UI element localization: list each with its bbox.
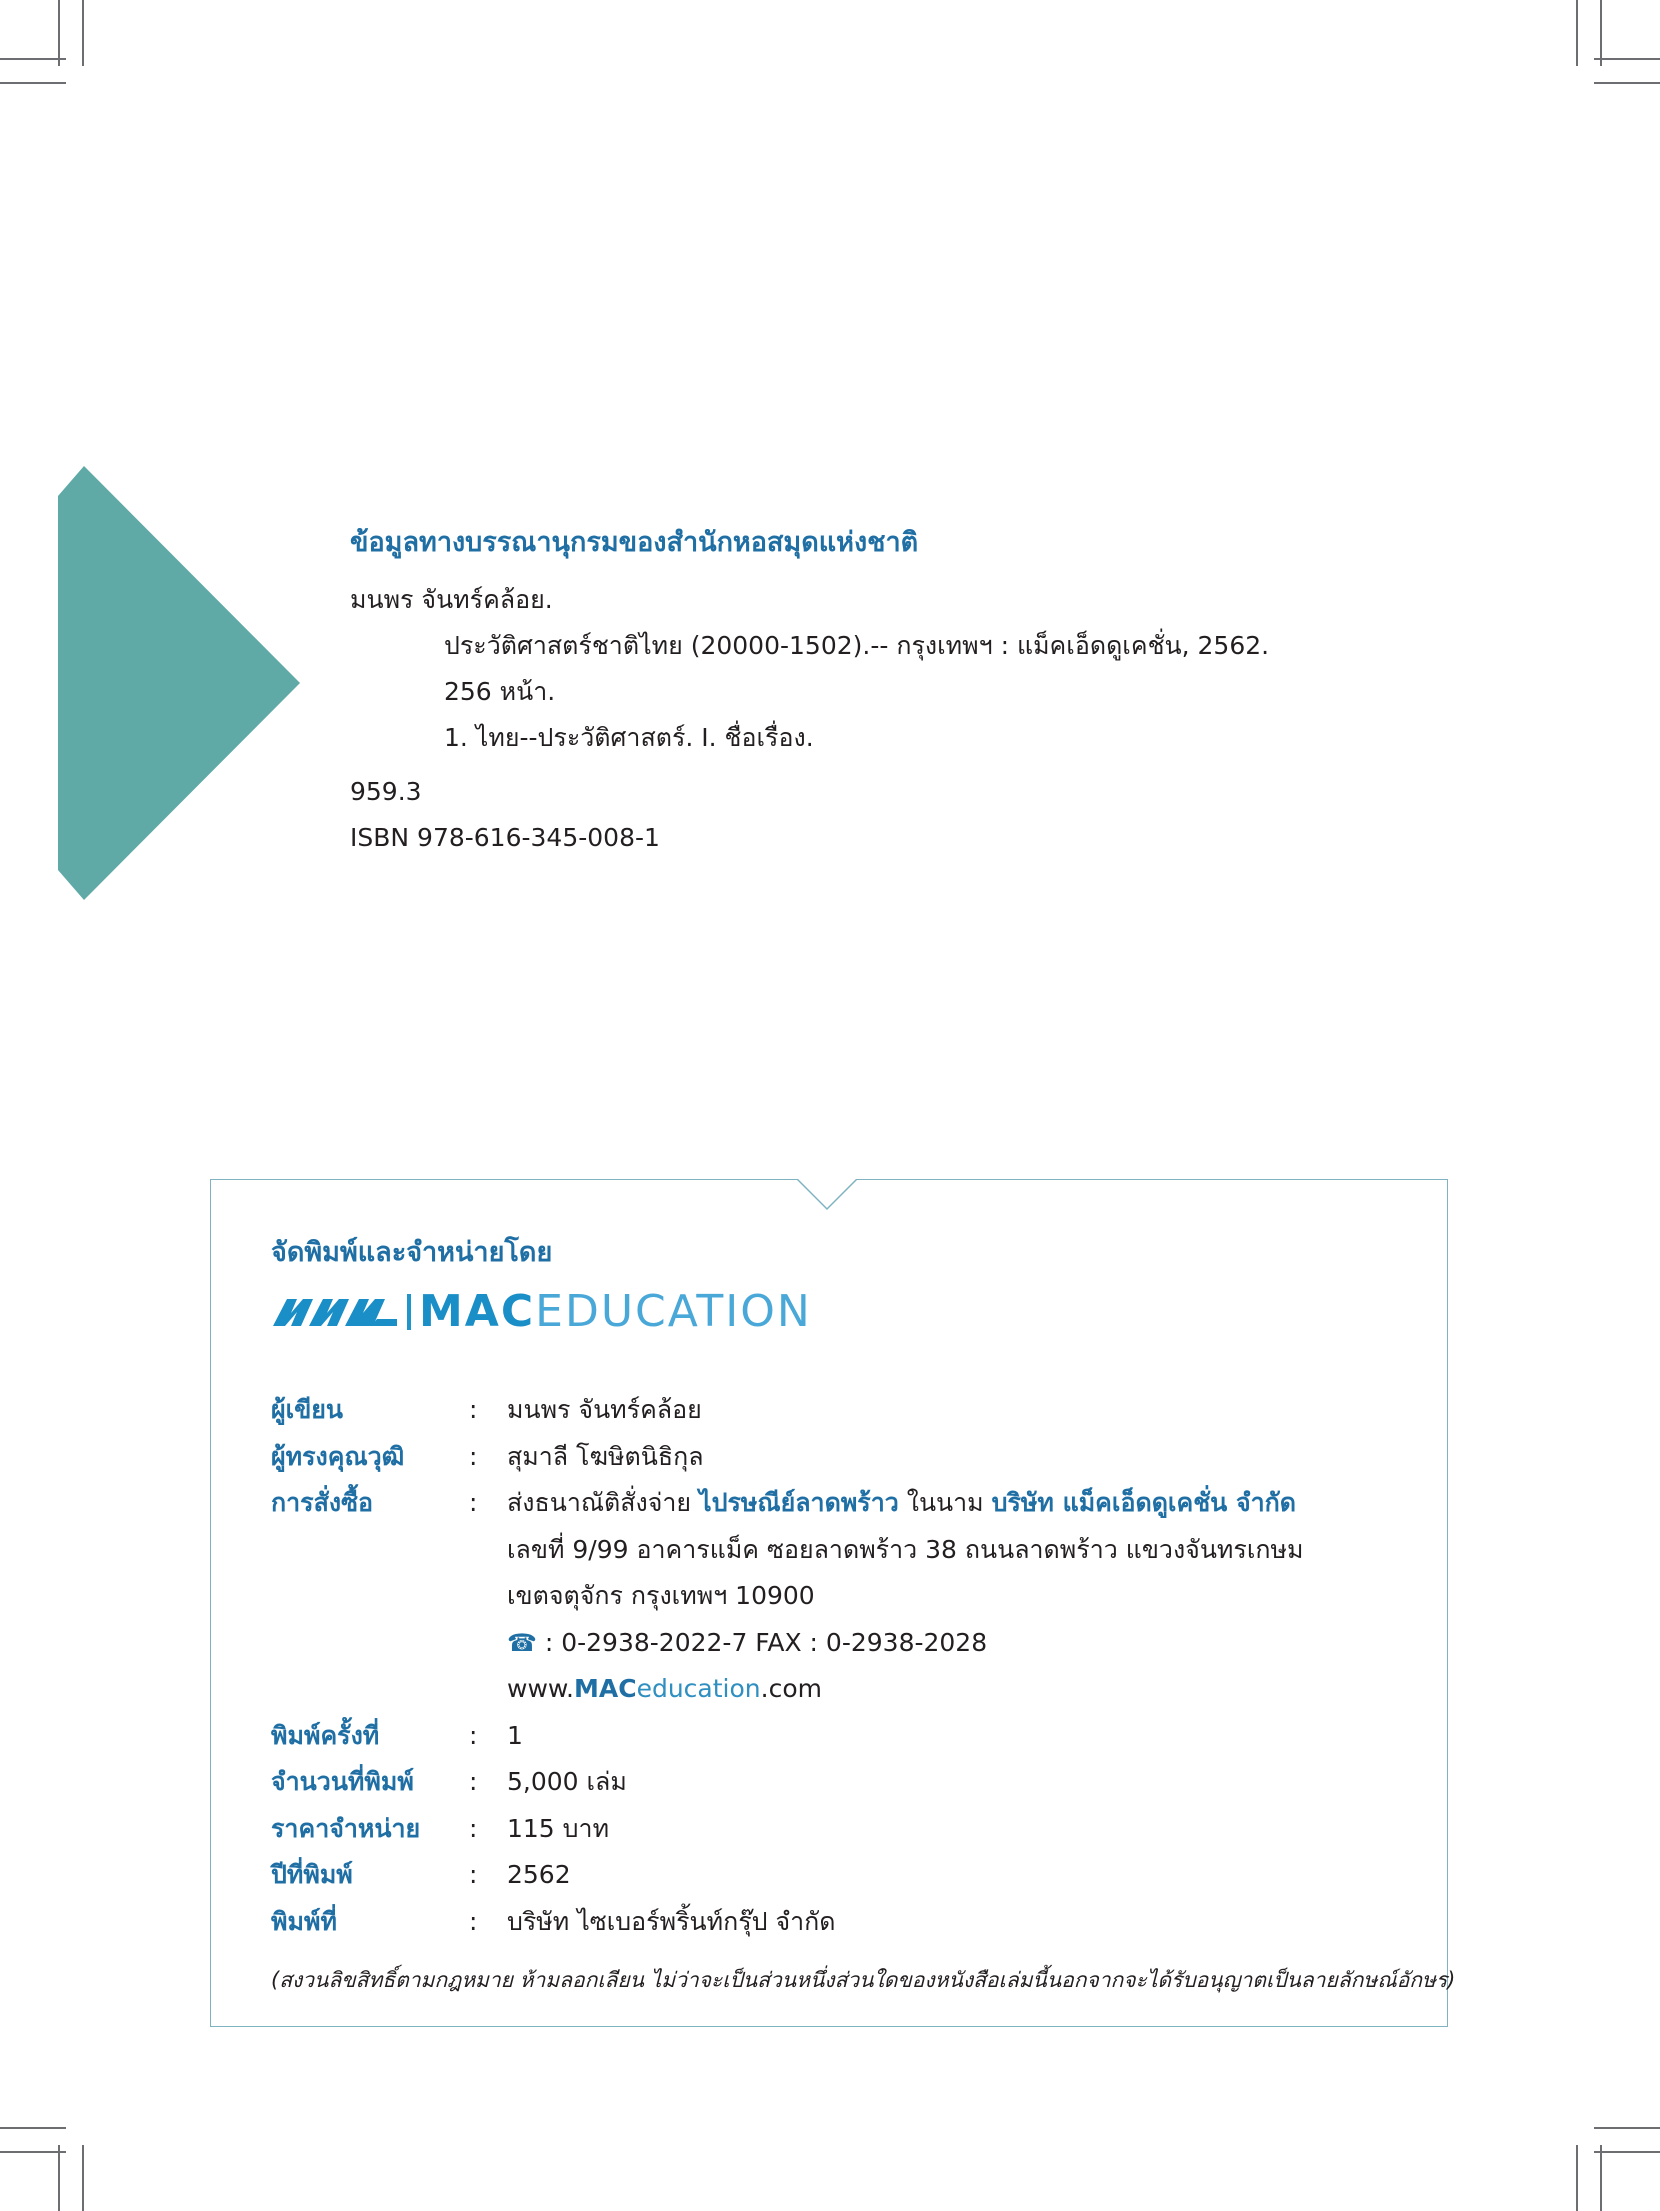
cip-isbn: ISBN 978-616-345-008-1 bbox=[350, 823, 660, 852]
row-order bbox=[271, 1480, 1421, 1713]
phone-fax-line bbox=[507, 1620, 1421, 1667]
row-printer bbox=[271, 1899, 1421, 1946]
order-post-office: ไปรษณีย์ลาดพร้าว bbox=[699, 1488, 899, 1517]
crop-mark-icon bbox=[0, 2151, 66, 2153]
crop-mark-icon bbox=[0, 82, 66, 84]
logo-education-text: EDUCATION bbox=[535, 1286, 812, 1337]
logo-mac-text: MAC bbox=[419, 1286, 536, 1337]
crop-mark-icon bbox=[58, 0, 60, 66]
web-suffix: education bbox=[636, 1674, 761, 1703]
order-instruction bbox=[507, 1480, 1421, 1527]
web-tld: .com bbox=[760, 1674, 822, 1703]
cip-title-line: ประวัติศาสตร์ชาติไทย (20000-1502).-- กรุงเทพฯ : แม็คเอ็ดดูเคชั่น, 2562. bbox=[444, 631, 1270, 660]
triangle-decoration-icon bbox=[58, 466, 300, 900]
web-prefix: www. bbox=[507, 1674, 574, 1703]
row-year bbox=[271, 1852, 1421, 1899]
colon: : bbox=[469, 1488, 478, 1517]
order-prefix: ส่งธนาณัติสั่งจ่าย bbox=[507, 1488, 700, 1517]
crop-mark-icon bbox=[0, 58, 66, 60]
cip-classification: 959.3 bbox=[350, 777, 422, 806]
edition-label: พิมพ์ครั้งที่ bbox=[271, 1720, 380, 1750]
year-label: ปีที่พิมพ์ bbox=[271, 1860, 353, 1889]
publisher-heading: จัดพิมพ์และจำหน่ายโดย bbox=[271, 1237, 553, 1268]
row-edition bbox=[271, 1713, 1421, 1760]
box-notch-icon bbox=[797, 1179, 857, 1211]
mac-education-logo bbox=[271, 1286, 812, 1337]
row-author bbox=[271, 1387, 1421, 1434]
copies-value: 5,000 เล่ม bbox=[507, 1767, 627, 1796]
colon: : bbox=[469, 1441, 478, 1471]
order-company: บริษัท แม็คเอ็ดดูเคชั่น จำกัด bbox=[991, 1488, 1297, 1517]
mac-logo-icon bbox=[271, 1295, 399, 1329]
colon: : bbox=[469, 1720, 478, 1750]
edition-value: 1 bbox=[507, 1720, 523, 1750]
colon: : bbox=[469, 1813, 478, 1843]
crop-mark-icon bbox=[1576, 0, 1578, 66]
colon: : bbox=[469, 1767, 478, 1796]
crop-mark-icon bbox=[82, 2145, 84, 2211]
colon: : bbox=[469, 1395, 478, 1424]
cip-author: มนพร จันทร์คล้อย. bbox=[350, 585, 553, 614]
order-value bbox=[507, 1480, 1421, 1713]
row-expert bbox=[271, 1434, 1421, 1481]
crop-mark-icon bbox=[1594, 58, 1660, 60]
order-middle: ในนาม bbox=[898, 1488, 992, 1517]
expert-label: ผู้ทรงคุณวุฒิ bbox=[271, 1441, 405, 1471]
crop-mark-icon bbox=[0, 2127, 66, 2129]
crop-mark-icon bbox=[1594, 2127, 1660, 2129]
author-value: มนพร จันทร์คล้อย bbox=[507, 1395, 702, 1424]
cip-subjects: 1. ไทย--ประวัติศาสตร์. I. ชื่อเรื่อง. bbox=[444, 723, 814, 752]
crop-mark-icon bbox=[1576, 2145, 1578, 2211]
crop-mark-icon bbox=[1594, 2151, 1660, 2153]
address-line-1: เลขที่ 9/99 อาคารแม็ค ซอยลาดพร้าว 38 ถนนลาดพร้าว แขวงจันทรเกษม bbox=[507, 1534, 1304, 1564]
cip-pages: 256 หน้า. bbox=[444, 677, 556, 706]
copyright-disclaimer: (สงวนลิขสิทธิ์ตามกฎหมาย ห้ามลอกเลียน ไม่ว่าจะเป็นส่วนหนึ่งส่วนใดของหนังสือเล่มนี้นอกจากจะได้รับอนุญาตเป็นลายลักษณ์อักษร) bbox=[271, 1968, 1456, 1992]
crop-mark-icon bbox=[1600, 2145, 1602, 2211]
printer-label: พิมพ์ที่ bbox=[271, 1906, 337, 1936]
address-line-2: เขตจตุจักร กรุงเทพฯ 10900 bbox=[507, 1581, 815, 1610]
author-label: ผู้เขียน bbox=[271, 1395, 344, 1424]
crop-mark-icon bbox=[1594, 82, 1660, 84]
crop-mark-icon bbox=[1600, 0, 1602, 66]
logo-separator bbox=[407, 1294, 411, 1330]
copies-label: จำนวนที่พิมพ์ bbox=[271, 1767, 414, 1796]
crop-mark-icon bbox=[82, 0, 84, 66]
crop-mark-icon bbox=[58, 2145, 60, 2211]
colon: : bbox=[469, 1906, 478, 1936]
phone-fax-text: : 0-2938-2022-7 FAX : 0-2938-2028 bbox=[536, 1627, 988, 1657]
phone-icon: ☎ bbox=[507, 1628, 537, 1657]
cip-title: ข้อมูลทางบรรณานุกรมของสำนักหอสมุดแห่งชาติ bbox=[350, 527, 919, 558]
row-price bbox=[271, 1806, 1421, 1853]
order-label: การสั่งซื้อ bbox=[271, 1488, 374, 1517]
website-link[interactable] bbox=[507, 1666, 1421, 1713]
colon: : bbox=[469, 1860, 478, 1889]
publisher-box bbox=[210, 1179, 1456, 2027]
row-copies bbox=[271, 1759, 1421, 1806]
expert-value: สุมาลี โฆษิตนิธิกุล bbox=[507, 1441, 704, 1471]
year-value: 2562 bbox=[507, 1860, 571, 1889]
price-value: 115 บาท bbox=[507, 1813, 610, 1843]
logo-text bbox=[419, 1286, 812, 1337]
printer-value: บริษัท ไซเบอร์พริ้นท์กรุ๊ป จำกัด bbox=[507, 1906, 836, 1936]
price-label: ราคาจำหน่าย bbox=[271, 1813, 421, 1843]
cip-block bbox=[350, 520, 1350, 861]
web-mac: MAC bbox=[574, 1674, 637, 1703]
publisher-details bbox=[271, 1387, 1421, 1945]
